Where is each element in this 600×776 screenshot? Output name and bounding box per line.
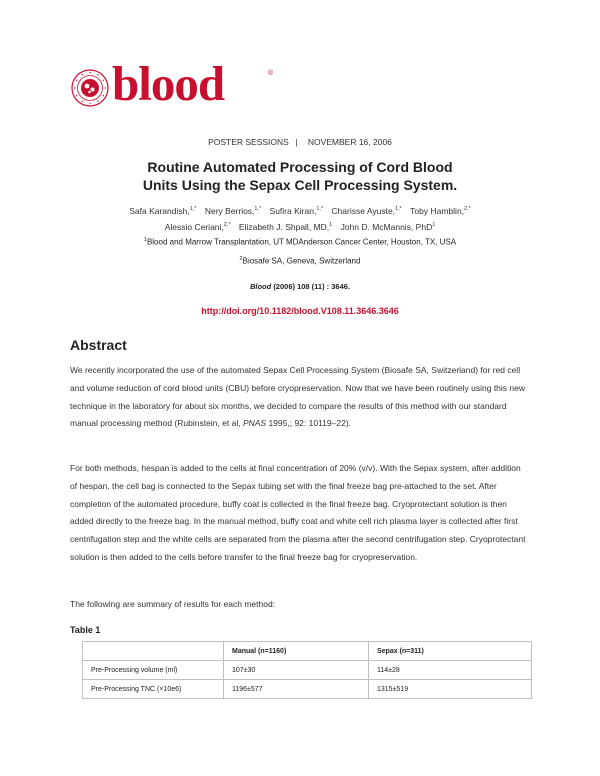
table-cell: 1315±519 bbox=[369, 680, 532, 699]
affiliation: $^2$Biosafe SA, Geneva, Switzerland bbox=[239, 256, 361, 266]
abstract-paragraph: The following are summary of results for each method: bbox=[70, 599, 276, 609]
table-cell: Pre-Processing volume (ml) bbox=[83, 661, 224, 680]
author[interactable]: John D. McMannis, PhD$^1$ bbox=[340, 222, 436, 233]
table-cell: Pre-Processing TNC (×10e6) bbox=[83, 680, 224, 699]
table-header-row bbox=[83, 642, 532, 661]
author[interactable]: Elizabeth J. Shpall, MD,$^1$ bbox=[238, 222, 333, 233]
table-cell: 1196±577 bbox=[224, 680, 369, 699]
author[interactable]: Sufira Kiran,$^{1,*}$ bbox=[269, 205, 324, 216]
publication-date: NOVEMBER 16, 2006 bbox=[307, 137, 392, 147]
author[interactable]: Safa Karandish,$^{1,*}$ bbox=[129, 205, 197, 216]
affiliation: $^1$Blood and Marrow Transplantation, UT MDAnderson Cancer Center, Houston, TX, USA bbox=[143, 237, 457, 247]
results-table bbox=[82, 641, 532, 699]
column-header: Manual (n=1160) bbox=[224, 642, 369, 661]
table-heading: Table 1 bbox=[70, 625, 101, 635]
author[interactable]: Toby Hamblin,$^{2,*}$ bbox=[410, 205, 471, 216]
meta-separator: | bbox=[295, 137, 298, 147]
society-seal-icon bbox=[70, 68, 110, 108]
author[interactable]: Charisse Ayuste,$^{1,*}$ bbox=[331, 205, 402, 216]
column-header: Sepax (n=311) bbox=[369, 642, 532, 661]
abstract-paragraph: We recently incorporated the use of the automated Sepax Cell Processing System (Biosafe SA, Switzerland) for red cell and volume reduction of cord blood units (CBU) before cryopreservation. Now that we have been routinely using this new technique in the laboratory for about six months, we decided to compare the results of this method with our standard manual processing method (Rubinstein, et al, PNAS 1995,; 92: 10119–22). bbox=[70, 365, 525, 429]
article-meta bbox=[0, 137, 600, 147]
article-title bbox=[0, 158, 600, 194]
table-cell: 107±30 bbox=[224, 661, 369, 680]
author-list bbox=[60, 202, 540, 235]
table-row bbox=[83, 680, 532, 699]
registered-mark: ® bbox=[268, 70, 274, 77]
citation-journal: Blood bbox=[249, 282, 272, 291]
section-label: POSTER SESSIONS bbox=[208, 137, 289, 147]
title-line: Units Using the Sepax Cell Processing System. bbox=[142, 177, 458, 193]
citation bbox=[0, 282, 600, 291]
table-cell: 114±28 bbox=[369, 661, 532, 680]
author[interactable]: Nery Berrios,$^{1,*}$ bbox=[204, 205, 262, 216]
column-header bbox=[83, 642, 224, 661]
title-line: Routine Automated Processing of Cord Blood bbox=[147, 159, 453, 175]
abstract-heading: Abstract bbox=[70, 337, 127, 353]
table-row bbox=[83, 661, 532, 680]
citation-details: (2006) 108 (11) : 3646. bbox=[273, 282, 351, 291]
journal-logo-text: blood bbox=[112, 56, 225, 111]
author[interactable]: Alessio Ceriani,$^{2,*}$ bbox=[164, 222, 231, 233]
abstract-paragraph: For both methods, hespan is added to the cells at final concentration of 20% (v/v). With the Sepax system, after addition of hespan, the cell bag is connected to the Sepax tubing set with the final freeze bag pre-attached to the set. After completion of the automated procedure, buffy coat is collected in the final freeze bag. Cryoprotectant solution is then added directly to the freeze bag. In the manual method, buffy coat and white cell rich plasma layer is collected after first centrifugation step and the white cells are separated from the plasma after the second centrifugation step. Cryoprotectant solution is then added to the cells before transfer to the final freeze bag for cryopreservation. bbox=[70, 463, 526, 562]
doi-link[interactable]: http://doi.org/10.1182/blood.V108.11.3646.3646 bbox=[201, 306, 399, 316]
